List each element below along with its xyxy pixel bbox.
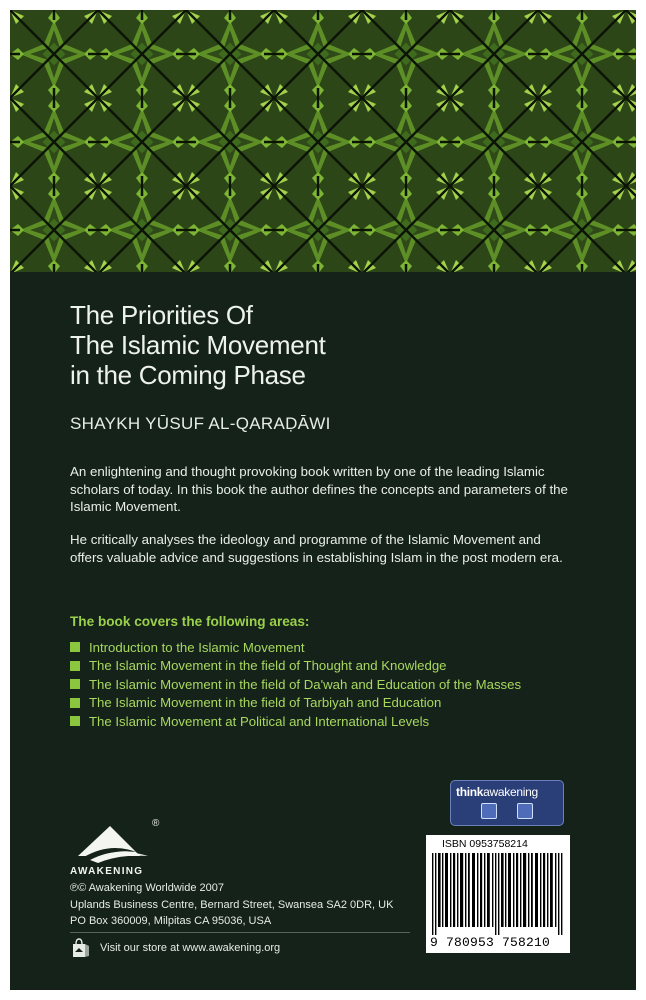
isbn-label: ISBN 0953758214 xyxy=(442,838,528,850)
square-bullet-icon xyxy=(70,679,80,689)
list-item-text: The Islamic Movement in the field of Da'wah and Education of the Masses xyxy=(89,676,522,692)
geometric-pattern-banner xyxy=(10,10,636,272)
book-back-cover xyxy=(10,10,636,990)
store-link xyxy=(70,937,280,959)
logo-wordmark: AWAKENING xyxy=(70,866,144,876)
list-item xyxy=(70,694,521,713)
publisher-info xyxy=(70,880,393,930)
address-line: PO Box 360009, Milpitas CA 95036, USA xyxy=(70,915,272,927)
shopping-bag-icon xyxy=(70,937,92,959)
badge-awakening: awakening xyxy=(483,785,538,799)
address-line: Uplands Business Centre, Bernard Street, Swansea SA2 0DR, UK xyxy=(70,898,394,911)
description-paragraph: An enlightening and thought provoking book written by one of the leading Islamic scholars of today. In this book the author defines the concepts and parameters of the Islamic Movement. xyxy=(70,464,568,514)
list-item xyxy=(70,712,521,731)
book-title xyxy=(70,300,490,390)
list-item xyxy=(70,657,521,676)
copyright-line: ℗© Awakening Worldwide 2007 xyxy=(70,882,225,894)
badge-text xyxy=(456,785,538,799)
covers-heading: The book covers the following areas: xyxy=(70,614,310,629)
author-name: SHAYKH YŪSUF AL-QARAḌĀWI xyxy=(70,414,331,433)
list-item-text: The Islamic Movement at Political and International Levels xyxy=(89,713,430,729)
star-pattern-graphic xyxy=(10,10,636,272)
think-awakening-badge xyxy=(450,780,564,826)
covers-list xyxy=(70,638,521,731)
badge-think: think xyxy=(456,785,484,799)
list-item-text: The Islamic Movement in the field of Tarbiyah and Education xyxy=(89,695,442,711)
title-line: in the Coming Phase xyxy=(70,360,306,390)
divider xyxy=(70,932,410,933)
square-bullet-icon xyxy=(70,661,80,671)
list-item-text: The Islamic Movement in the field of Thought and Knowledge xyxy=(89,658,447,674)
badge-icons xyxy=(481,803,533,819)
list-item xyxy=(70,638,521,657)
square-bullet-icon xyxy=(70,698,80,708)
registered-mark: ® xyxy=(152,818,160,829)
description-paragraph: He critically analyses the ideology and programme of the Islamic Movement and offers valuable advice and suggestions in establishing Islam in the post modern era. xyxy=(70,532,563,565)
title-line: The Islamic Movement xyxy=(70,330,326,360)
square-bullet-icon xyxy=(70,716,80,726)
ean-number: 9 780953 758210 xyxy=(430,935,551,950)
disc-icon xyxy=(517,803,533,819)
barcode-bars xyxy=(430,853,566,935)
store-text: Visit our store at www.awakening.org xyxy=(100,942,281,954)
list-item-text: Introduction to the Islamic Movement xyxy=(89,639,305,655)
barcode xyxy=(426,835,570,953)
document-icon xyxy=(481,803,497,819)
square-bullet-icon xyxy=(70,642,80,652)
title-line: The Priorities Of xyxy=(70,300,253,330)
list-item xyxy=(70,675,521,694)
awakening-logo xyxy=(70,816,180,876)
